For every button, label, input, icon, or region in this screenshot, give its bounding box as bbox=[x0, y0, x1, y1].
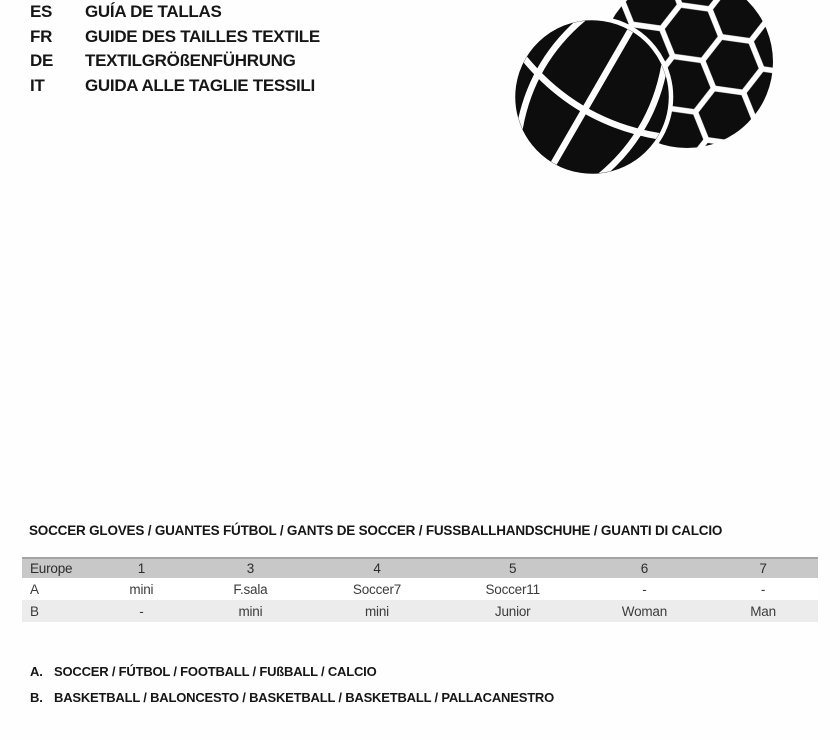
language-code: IT bbox=[30, 76, 45, 96]
table-cell: Soccer11 bbox=[445, 578, 581, 600]
table-cell: F.sala bbox=[192, 578, 310, 600]
header-cell-size: 1 bbox=[91, 558, 191, 578]
footnote-text: SOCCER / FÚTBOL / FOOTBALL / FUßBALL / CALCIO bbox=[54, 664, 377, 679]
language-code: FR bbox=[30, 26, 53, 46]
language-row-es bbox=[30, 0, 320, 25]
footnote-label: B. bbox=[30, 689, 43, 705]
language-row-fr bbox=[30, 25, 320, 50]
table-cell: - bbox=[91, 600, 191, 622]
language-label: GUIDA ALLE TAGLIE TESSILI bbox=[85, 76, 315, 96]
language-label: GUÍA DE TALLAS bbox=[85, 2, 222, 21]
footnote-text: BASKETBALL / BALONCESTO / BASKETBALL / BASKETBALL / PALLACANESTRO bbox=[54, 689, 555, 705]
language-code: DE bbox=[30, 51, 54, 71]
header-cell-size: 3 bbox=[192, 558, 310, 578]
header-cell-europe: Europe bbox=[22, 558, 91, 578]
row-label: A bbox=[22, 578, 91, 600]
footnotes bbox=[30, 659, 554, 710]
header-cell-size: 4 bbox=[309, 558, 444, 578]
size-table bbox=[22, 557, 818, 622]
language-row-it bbox=[30, 74, 320, 99]
language-label: TEXTILGRÖßENFÜHRUNG bbox=[85, 51, 296, 71]
footnote-b bbox=[30, 685, 554, 711]
size-table-title: SOCCER GLOVES / GUANTES FÚTBOL / GANTS DE SOCCER / FUSSBALLHANDSCHUHE / GUANTI DI CALCIO bbox=[29, 523, 723, 538]
row-label: B bbox=[22, 600, 91, 622]
table-cell: Soccer7 bbox=[309, 578, 444, 600]
language-row-de bbox=[30, 49, 320, 74]
language-list bbox=[30, 0, 320, 99]
footnote-a bbox=[30, 659, 554, 685]
table-cell: Junior bbox=[445, 600, 581, 622]
table-row-a bbox=[22, 578, 818, 600]
header-cell-size: 6 bbox=[581, 558, 708, 578]
balls-illustration bbox=[500, 0, 792, 200]
table-cell: - bbox=[708, 578, 818, 600]
footnote-label: A. bbox=[30, 664, 43, 679]
table-cell: mini bbox=[91, 578, 191, 600]
table-cell: Woman bbox=[581, 600, 708, 622]
language-label: GUIDE DES TAILLES TEXTILE bbox=[85, 26, 320, 46]
table-row-b bbox=[22, 600, 818, 622]
table-cell: mini bbox=[192, 600, 310, 622]
header-cell-size: 5 bbox=[445, 558, 581, 578]
table-cell: - bbox=[581, 578, 708, 600]
language-code: ES bbox=[30, 2, 53, 21]
header-cell-size: 7 bbox=[708, 558, 818, 578]
table-cell: mini bbox=[309, 600, 444, 622]
table-cell: Man bbox=[708, 600, 818, 622]
table-header-row bbox=[22, 558, 818, 578]
